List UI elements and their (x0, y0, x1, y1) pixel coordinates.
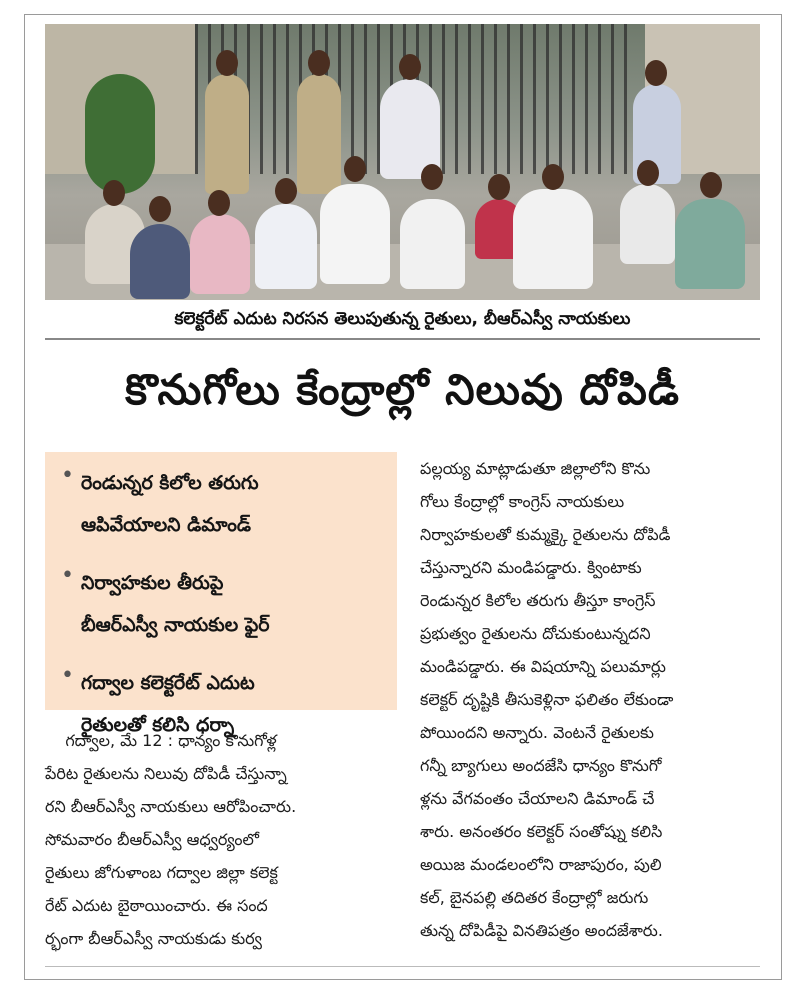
protest-photo (45, 24, 760, 300)
body-line: ప్రభుత్వం రైతులను దోచుకుంటున్నదని (420, 624, 651, 643)
body-line: ర్భంగా బీఆర్ఎస్వీ నాయకుడు కుర్వ (45, 929, 262, 948)
photo-head (399, 54, 421, 80)
bullet-icon: • (61, 563, 74, 588)
photo-person (620, 184, 675, 264)
highlight-line: నిర్వాహకుల తీరుపై (81, 572, 224, 594)
bullet-icon: • (61, 463, 74, 488)
photo-head (103, 180, 125, 206)
highlight-item (61, 462, 385, 546)
photo-head (421, 164, 443, 190)
highlight-line: రైతులతో కలిసి ధర్నా (81, 714, 235, 736)
bottom-divider (45, 966, 760, 967)
photo-person (297, 74, 341, 194)
photo-person (190, 214, 250, 294)
body-line: పేరిట రైతులను నిలువు దోపిడీ చేస్తున్నా (45, 764, 287, 783)
body-line: శారు. అనంతరం కలెక్టర్ సంతోష్ను కలిసి (420, 822, 663, 841)
body-line: గన్నీ బ్యాగులు అందజేసి ధాన్యం కొనుగో (420, 756, 662, 775)
photo-head (216, 50, 238, 76)
photo-head (149, 196, 171, 222)
highlight-line: బీఆర్ఎస్వీ నాయకుల ఫైర్ (81, 614, 270, 636)
photo-person (675, 199, 745, 289)
photo-bush (85, 74, 155, 194)
photo-person (205, 74, 249, 194)
body-line: పల్లయ్య మాట్లాడుతూ జిల్లాలోని కొను (420, 459, 651, 478)
photo-head (542, 164, 564, 190)
body-line: సోమవారం బీఆర్ఎస్వీ ఆధ్వర్యంలో (45, 830, 259, 849)
body-line: నిర్వాహకులతో కుమ్మక్కై రైతులను దోపిడీ (420, 525, 671, 544)
photo-head (637, 160, 659, 186)
body-line: ళ్లను వేగవంతం చేయాలని డిమాండ్ చే (420, 789, 655, 808)
body-line: గద్వాల, మే 12 : ధాన్యం కొనుగోళ్ల (45, 731, 277, 750)
body-column-left (45, 724, 397, 955)
body-line: పోయిందని అన్నారు. వెంటనే రైతులకు (420, 723, 654, 742)
photo-head (488, 174, 510, 200)
body-line: మండిపడ్డారు. ఈ విషయాన్ని పలుమార్లు (420, 657, 666, 676)
highlight-line: ఆపివేయాలని డిమాండ్ (81, 514, 251, 536)
photo-head (645, 60, 667, 86)
photo-caption: కలెక్టరేట్ ఎదుట నిరసన తెలుపుతున్న రైతులు, బీఆర్ఎస్వీ నాయకులు (174, 309, 631, 329)
body-line: రెండున్నర కిలోల తరుగు తీస్తూ కాంగ్రెస్ (420, 591, 656, 610)
body-line: చేస్తున్నారని మండిపడ్డారు. క్వింటాకు (420, 558, 642, 577)
photo-head (275, 178, 297, 204)
photo-person (130, 224, 190, 299)
photo-head (208, 190, 230, 216)
photo-head (344, 156, 366, 182)
body-line: అయిజ మండలంలోని రాజాపురం, పులి (420, 855, 662, 874)
photo-head (308, 50, 330, 76)
photo-person (320, 184, 390, 284)
body-line: గోలు కేంద్రాల్లో కాంగ్రెస్ నాయకులు (420, 492, 625, 511)
photo-person (400, 199, 465, 289)
photo-head (700, 172, 722, 198)
highlight-line: గద్వాల కలెక్టరేట్ ఎదుట (81, 672, 255, 694)
highlight-line: రెండున్నర కిలోల తరుగు (81, 472, 259, 494)
body-line: తున్న దోపిడీపై వినతిపత్రం అందజేశారు. (420, 921, 663, 940)
body-line: రేట్ ఎదుట బైఠాయించారు. ఈ సంద (45, 896, 268, 915)
body-line: రైతులు జోగుళాంబ గద్వాల జిల్లా కలెక్ట (45, 863, 278, 882)
bullet-icon: • (61, 663, 74, 688)
body-line: కల్, బైనపల్లి తదితర కేంద్రాల్లో జరుగు (420, 888, 649, 907)
body-line: రని బీఆర్ఎస్వీ నాయకులు ఆరోపించారు. (45, 797, 297, 816)
photo-person (255, 204, 317, 289)
highlights-box (45, 452, 397, 736)
body-line: కలెక్టర్ దృష్టికి తీసుకెళ్లినా ఫలితం లేకుండా (420, 690, 674, 709)
headline: కొనుగోలు కేంద్రాల్లో నిలువు దోపిడీ (125, 365, 680, 414)
divider (45, 338, 760, 340)
body-column-right (420, 452, 760, 947)
highlight-item (61, 562, 385, 646)
photo-person (513, 189, 593, 289)
